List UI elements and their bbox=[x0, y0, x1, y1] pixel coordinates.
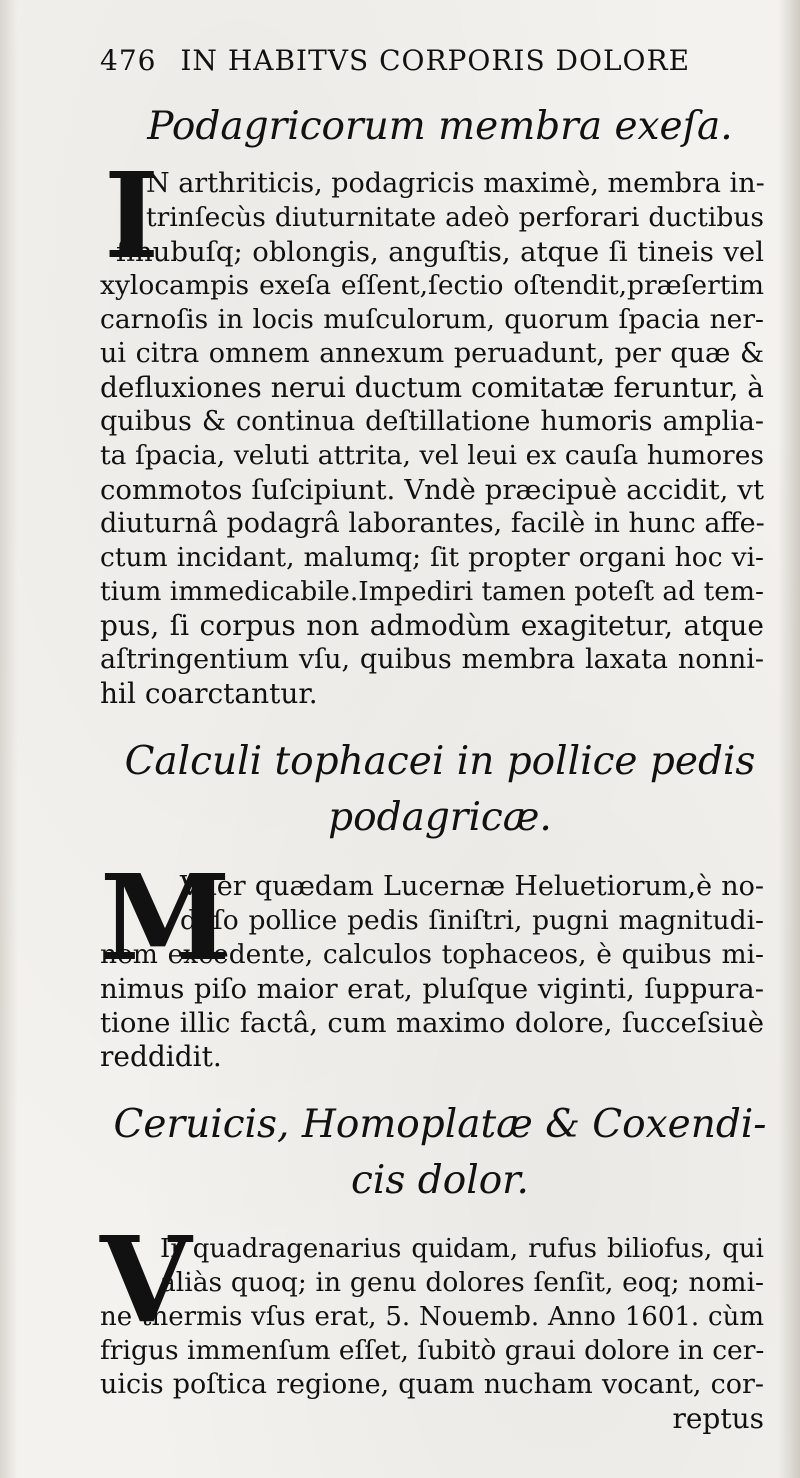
text-line: carnoſis in locis muſculorum, quorum ſpacia ner- bbox=[100, 304, 764, 335]
section-heading-3: Ceruicis, Homoplatæ & Coxendi- bbox=[113, 1102, 767, 1147]
text-line: trinſecùs diuturnitate adeò perforari ductibus bbox=[146, 202, 764, 233]
text-line: uicis poſtica regione, quam nucham vocant, cor- bbox=[100, 1369, 764, 1400]
page-number: 476 bbox=[100, 44, 157, 77]
text-line: commotos ſuſcipiunt. Vndè præcipuè accidit, vt bbox=[100, 474, 764, 506]
running-header bbox=[100, 44, 780, 77]
text-line: N arthriticis, podagricis maximè, membra in- bbox=[146, 168, 765, 199]
section-heading-1: Podagricorum membra exeſa. bbox=[147, 104, 733, 149]
page-edge-right bbox=[778, 0, 800, 1478]
catchword: reptus bbox=[672, 1402, 764, 1435]
text-line: nimus piſo maior erat, pluſque viginti, ſuppura- bbox=[100, 973, 764, 1005]
text-line: defluxiones nerui ductum comitatæ feruntur, à bbox=[100, 371, 764, 404]
drop-cap-initial-1: I bbox=[104, 146, 160, 285]
text-line: tium immedicabile.Impediri tamen poteſt ad tem- bbox=[100, 576, 764, 607]
section-heading-2: Calculi tophacei in pollice pedis bbox=[124, 739, 756, 784]
drop-cap-initial-3: V bbox=[100, 1210, 192, 1349]
text-line: doſo pollice pedis ſiniſtri, pugni magnitudi- bbox=[180, 905, 764, 936]
text-line: ctum incidant, malumq; ſit propter organi hoc vi- bbox=[100, 542, 764, 573]
text-line: pus, ſi corpus non admodùm exagitetur, atque bbox=[100, 609, 764, 642]
drop-cap-initial-2: M bbox=[100, 848, 231, 987]
text-line: nem excedente, calculos tophaceos, è quibus mi- bbox=[100, 939, 764, 970]
page-edge-left bbox=[0, 0, 18, 1478]
text-line: quibus & continua deſtillatione humoris amplia- bbox=[100, 406, 764, 437]
text-line: aliàs quoq; in genu dolores ſenſit, eoq; nomi- bbox=[160, 1267, 764, 1298]
text-line: Vlier quædam Lucernæ Heluetiorum,è no- bbox=[180, 871, 764, 902]
text-line: ne thermis vſus erat, 5. Nouemb. Anno 1601. cùm bbox=[100, 1302, 764, 1332]
text-line: frigus immenſum eſſet, ſubitò graui dolore in cer- bbox=[100, 1335, 765, 1366]
text-line: hil coarctantur. bbox=[100, 677, 318, 710]
text-line: xylocampis exeſa eſſent,ſectio oſtendit,præſertim bbox=[100, 270, 764, 301]
running-title: IN HABITVS CORPORIS DOLORE bbox=[180, 44, 691, 77]
text-line: tione illic factâ, cum maximo dolore, ſucceſsiuè bbox=[100, 1007, 764, 1039]
text-line: reddidit. bbox=[100, 1040, 222, 1073]
text-line: ui citra omnem annexum peruadunt, per quæ & bbox=[100, 338, 764, 369]
text-line: aſtringentium vſu, quibus membra laxata nonni- bbox=[100, 644, 764, 675]
section-heading-3-cont: cis dolor. bbox=[351, 1158, 529, 1203]
text-line: Ir quadragenarius quidam, rufus biliofus, qui bbox=[160, 1234, 764, 1264]
text-line: ta ſpacia, veluti attrita, vel leui ex cauſa humores bbox=[100, 440, 764, 471]
text-line: ſinubuſq; oblongis, anguſtis, atque ſi tineis vel bbox=[116, 236, 764, 268]
section-heading-2-cont: podagricæ. bbox=[328, 795, 552, 840]
text-line: diuturnâ podagrâ laborantes, facilè in hunc affe- bbox=[100, 508, 765, 539]
